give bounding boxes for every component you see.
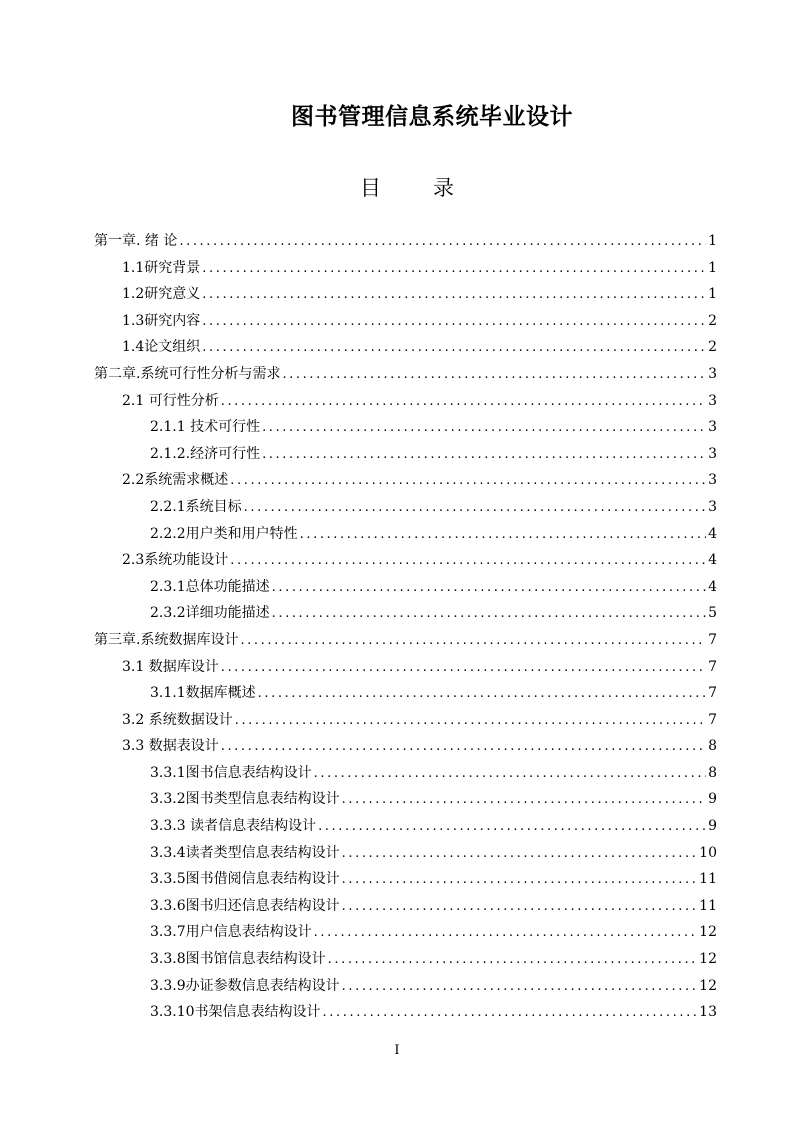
toc-entry-page: 12 [699, 924, 717, 941]
toc-entry-label: 3.3.5图书借阅信息表结构设计 [150, 871, 340, 888]
toc-entry-page: 4 [708, 552, 717, 569]
toc-dot-leader [272, 601, 706, 627]
toc-entry[interactable] [94, 680, 717, 707]
toc-entry-page: 7 [708, 711, 717, 728]
toc-dot-leader [342, 841, 698, 867]
toc-dot-leader [202, 282, 706, 308]
toc-entry-page: 4 [708, 578, 717, 595]
toc-entry-label: 2.1.1 技术可行性 [150, 419, 261, 436]
toc-entry[interactable] [94, 388, 717, 415]
toc-entry-page: 5 [708, 605, 717, 622]
toc-entry-page: 8 [708, 738, 717, 755]
toc-entry-page: 12 [699, 951, 717, 968]
toc-entry[interactable] [94, 973, 717, 1000]
toc-heading-right: 录 [433, 176, 454, 200]
toc-entry[interactable] [94, 441, 717, 468]
toc-entry[interactable] [94, 361, 717, 388]
toc-dot-leader [244, 495, 706, 521]
toc-heading-left: 目 [360, 176, 381, 200]
toc-entry-page: 1 [708, 233, 717, 249]
toc-entry-label: 1.4论文组织 [122, 339, 201, 356]
toc-entry[interactable] [94, 467, 717, 494]
toc-entry[interactable] [94, 919, 717, 946]
toc-entry-label: 2.2.2用户类和用户特性 [150, 525, 298, 542]
toc-entry[interactable] [94, 893, 717, 920]
toc-dot-leader [272, 575, 706, 601]
toc-entry-page: 4 [708, 525, 717, 542]
toc-entry[interactable] [94, 999, 717, 1026]
toc-dot-leader [202, 309, 706, 335]
toc-entry-label: 2.1.2.经济可行性 [150, 445, 261, 462]
toc-entry[interactable] [94, 308, 717, 335]
toc-entry-page: 9 [708, 818, 717, 835]
toc-entry[interactable] [94, 334, 717, 361]
toc-entry[interactable] [94, 946, 717, 973]
toc-dot-leader [179, 229, 706, 255]
toc-entry-label: 2.2系统需求概述 [122, 472, 229, 489]
toc-entry[interactable] [94, 521, 717, 548]
toc-entry-label: 第二章.系统可行性分析与需求 [94, 365, 281, 382]
toc-entry-page: 7 [708, 685, 717, 702]
toc-entry-page: 9 [708, 791, 717, 808]
toc-dot-leader [240, 628, 706, 654]
toc-entry[interactable] [94, 255, 717, 282]
toc-entry-label: 2.1 可行性分析 [122, 392, 219, 409]
page-number: I [394, 1043, 400, 1058]
toc-dot-leader [202, 256, 706, 282]
toc-entry-page: 3 [708, 498, 717, 515]
toc-entry-label: 3.3.3 读者信息表结构设计 [150, 818, 317, 835]
toc-entry-label: 1.1研究背景 [122, 259, 201, 276]
toc-entry-page: 10 [699, 844, 717, 861]
toc-dot-leader [230, 468, 706, 494]
toc-dot-leader [318, 814, 706, 840]
toc-entry[interactable] [94, 600, 717, 627]
toc-dot-leader [230, 548, 706, 574]
toc-entry-page: 13 [699, 1004, 717, 1021]
toc-dot-leader [221, 389, 706, 415]
toc-entry[interactable] [94, 840, 717, 867]
toc-entry-label: 2.2.1系统目标 [150, 498, 242, 515]
toc-dot-leader [342, 894, 698, 920]
toc-entry-label: 1.3研究内容 [122, 312, 201, 329]
toc-entry[interactable] [94, 228, 717, 255]
toc-entry-label: 3.1.1数据库概述 [150, 685, 256, 702]
toc-entry-page: 8 [708, 764, 717, 781]
toc-entry-page: 7 [708, 658, 717, 675]
toc-entry-label: 3.3 数据表设计 [122, 738, 219, 755]
toc-entry-page: 7 [708, 631, 717, 648]
toc-heading [0, 172, 794, 202]
toc-entry[interactable] [94, 414, 717, 441]
toc-entry-label: 3.3.8图书馆信息表结构设计 [150, 951, 326, 968]
toc-entry[interactable] [94, 760, 717, 787]
toc-entry-label: 3.3.7用户信息表结构设计 [150, 924, 312, 941]
toc-entry-label: 2.3.2详细功能描述 [150, 605, 270, 622]
toc-entry[interactable] [94, 813, 717, 840]
toc-dot-leader [235, 708, 706, 734]
toc-entry-page: 3 [708, 472, 717, 489]
toc-dot-leader [342, 867, 698, 893]
toc-entry-page: 3 [708, 419, 717, 436]
toc-entry-page: 3 [708, 365, 717, 382]
toc-entry-page: 3 [708, 392, 717, 409]
toc-entry[interactable] [94, 707, 717, 734]
toc-dot-leader [323, 1000, 698, 1026]
document-title: 图书管理信息系统毕业设计 [291, 104, 573, 130]
toc-entry[interactable] [94, 281, 717, 308]
toc-dot-leader [300, 522, 706, 548]
toc-entry-label: 3.3.4读者类型信息表结构设计 [150, 844, 340, 861]
toc-entry[interactable] [94, 786, 717, 813]
toc-dot-leader [221, 734, 706, 760]
toc-entry-page: 1 [708, 286, 717, 303]
toc-entry[interactable] [94, 547, 717, 574]
toc-entry[interactable] [94, 627, 717, 654]
toc-entry-label: 第三章.系统数据库设计 [94, 631, 239, 648]
toc-entry-page: 2 [708, 312, 717, 329]
toc-entry-label: 3.1 数据库设计 [122, 658, 219, 675]
toc-entry-page: 2 [708, 339, 717, 356]
toc-dot-leader [314, 761, 706, 787]
toc-entry-label: 2.3.1总体功能描述 [150, 578, 270, 595]
toc-entry-label: 3.3.1图书信息表结构设计 [150, 764, 312, 781]
toc-entry-page: 3 [708, 445, 717, 462]
toc-dot-leader [282, 362, 706, 388]
toc-entry[interactable] [94, 866, 717, 893]
toc-entry-label: 3.3.2图书类型信息表结构设计 [150, 791, 340, 808]
toc-list [94, 228, 717, 1026]
toc-entry-label: 3.3.10书架信息表结构设计 [150, 1004, 321, 1021]
toc-entry-label: 2.3系统功能设计 [122, 552, 229, 569]
toc-entry-label: 3.2 系统数据设计 [122, 711, 233, 728]
toc-entry[interactable] [94, 574, 717, 601]
toc-entry-label: 3.3.6图书归还信息表结构设计 [150, 897, 340, 914]
toc-dot-leader [202, 335, 706, 361]
toc-dot-leader [342, 787, 706, 813]
toc-entry-page: 11 [699, 871, 717, 888]
toc-dot-leader [262, 415, 706, 441]
toc-entry-page: 11 [699, 897, 717, 914]
toc-entry-label: 第一章. 绪 论 [94, 233, 178, 249]
toc-entry-page: 12 [699, 977, 717, 994]
toc-dot-leader [262, 442, 706, 468]
toc-entry[interactable] [94, 494, 717, 521]
toc-entry[interactable] [94, 733, 717, 760]
toc-dot-leader [328, 947, 698, 973]
toc-entry-page: 1 [708, 259, 717, 276]
toc-dot-leader [342, 974, 698, 1000]
toc-entry[interactable] [94, 654, 717, 681]
toc-dot-leader [314, 920, 698, 946]
toc-entry-label: 3.3.9办证参数信息表结构设计 [150, 977, 340, 994]
toc-dot-leader [258, 681, 706, 707]
toc-entry-label: 1.2研究意义 [122, 286, 201, 303]
toc-dot-leader [221, 655, 706, 681]
